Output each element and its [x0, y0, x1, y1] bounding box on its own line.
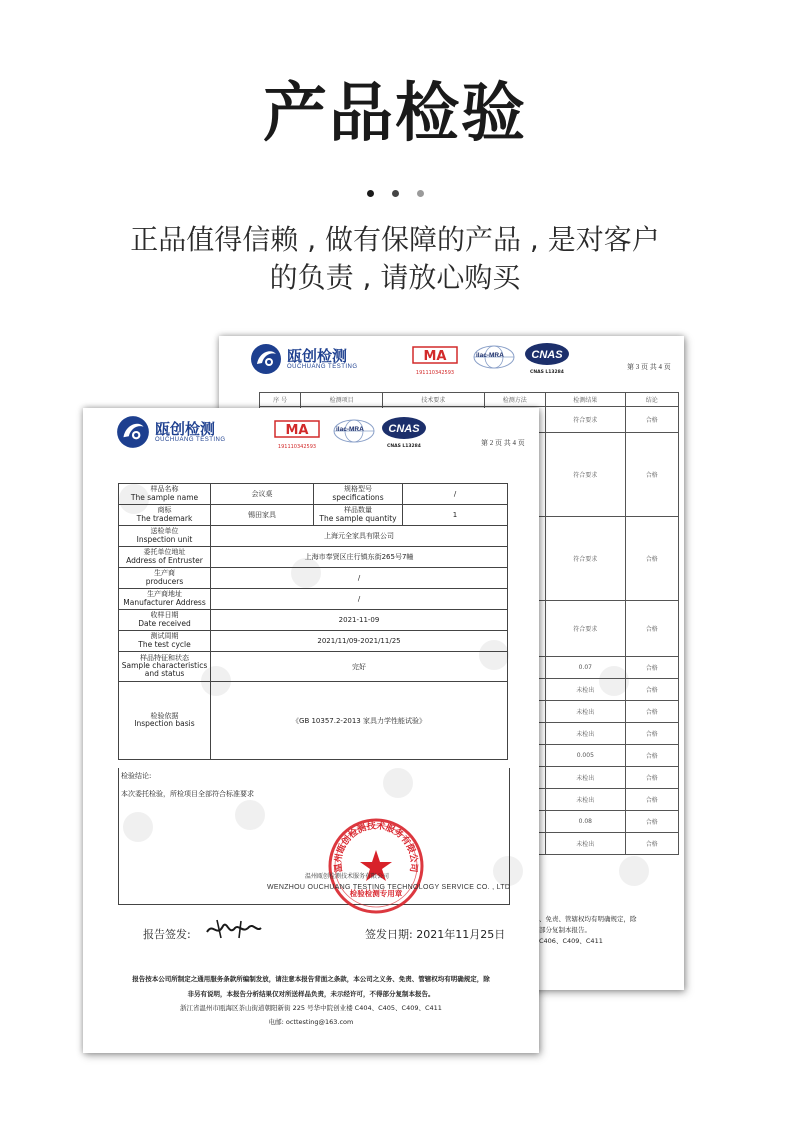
- footer-line-2: 非另有说明，本报告分析结果仅对所送样品负责，未示经许可，不得部分复制本报告。: [187, 990, 435, 998]
- result-cell: 0.08: [546, 811, 626, 833]
- cnas-badge: [381, 416, 427, 449]
- conclusion-text: 本次委托检验，所检项目全部符合标准要求: [121, 790, 254, 798]
- subtitle-line-1: 正品值得信赖 , 做有保障的产品 , 是对客户: [130, 223, 660, 256]
- table-header-row: [260, 393, 679, 407]
- characteristics-label: 样品特征和状态 Sample characteristics and status: [119, 652, 211, 682]
- table-row: [119, 547, 508, 568]
- result-cell: 符合要求: [546, 601, 626, 657]
- result-cell: 未检出: [546, 767, 626, 789]
- entruster-address-label: 委托单位地址 Address of Entruster: [119, 547, 211, 568]
- stamp-subtext: 检验检测专用章: [349, 889, 403, 898]
- quantity-value: 1: [403, 505, 508, 526]
- footer-line-4: 电邮: octtesting@163.com: [268, 1018, 354, 1026]
- entruster-address-value: 上海市奉贤区庄行镇东街265号7幢: [211, 547, 508, 568]
- table-row: [119, 682, 508, 760]
- header-cell: 序 号: [260, 393, 301, 407]
- ouchuang-logo-icon: [249, 342, 283, 376]
- conclusion-cell: 合格: [625, 767, 678, 789]
- back-footer-line-3: C406、C409、C411: [539, 937, 603, 945]
- logo-name-cn: 瓯创检测: [287, 346, 348, 365]
- logo-name-en: OUCHUANG TESTING: [155, 436, 226, 443]
- dot-1: [367, 190, 374, 197]
- table-row: [119, 631, 508, 652]
- footer-line-1: 报告按本公司所制定之通用服务条款所编制发放，请注意本报告背面之条款，本公司之义务、免责、管辖权均有明确规定，除: [132, 975, 490, 983]
- header-cell: 结论: [625, 393, 678, 407]
- handwritten-signature-icon: [203, 916, 265, 942]
- result-cell: 符合要求: [546, 407, 626, 433]
- signature-label: 报告签发:: [143, 928, 191, 941]
- producers-value: /: [211, 568, 508, 589]
- company-name-en: WENZHOU OUCHUANG TESTING TECHNOLOGY SERVICE CO. , LTD: [267, 884, 511, 891]
- conclusion-cell: 合格: [625, 811, 678, 833]
- inspection-basis-value: 《GB 10357.2-2013 家具力学性能试验》: [211, 682, 508, 760]
- header-cell: 检测项目: [301, 393, 383, 407]
- conclusion-cell: 合格: [625, 679, 678, 701]
- inspection-basis-label: 检验依据 Inspection basis: [119, 682, 211, 760]
- company-logo: [115, 414, 226, 450]
- ilac-label: ilac-MRA: [476, 352, 504, 359]
- cnas-number: CNAS L13284: [530, 370, 564, 375]
- ilac-mra-badge: [472, 344, 516, 374]
- back-footer-line-2: 部分复制本报告。: [539, 926, 591, 934]
- table-row: [119, 568, 508, 589]
- logo-name-cn: 瓯创检测: [155, 419, 216, 438]
- quantity-label: 样品数量 The sample quantity: [314, 505, 403, 526]
- test-cycle-label: 测试周期 The test cycle: [119, 631, 211, 652]
- ma-code: 191110342593: [415, 370, 455, 376]
- result-cell: 符合要求: [546, 517, 626, 601]
- footer-line-3: 浙江省温州市瓯海区茶山街道朝阳新街 225 号华中院创业楼 C404、C405、C409、C411: [180, 1004, 442, 1012]
- trademark-label: 商标 The trademark: [119, 505, 211, 526]
- page-number: 第 3 页 共 4 页: [627, 363, 671, 371]
- table-row: [119, 610, 508, 631]
- conclusion-title: 检验结论:: [121, 772, 152, 780]
- cnas-emblem-icon: [524, 342, 570, 368]
- table-row: [119, 589, 508, 610]
- logo-name-en: OUCHUANG TESTING: [287, 363, 358, 370]
- ilac-label: ilac-MRA: [336, 426, 364, 433]
- back-footer-line-1: 、免责、管辖权均有明确规定，除: [539, 915, 637, 923]
- conclusion-cell: 合格: [625, 723, 678, 745]
- manufacturer-address-label: 生产商地址 Manufacturer Address: [119, 589, 211, 610]
- test-cycle-value: 2021/11/09-2021/11/25: [211, 631, 508, 652]
- conclusion-cell: 合格: [625, 407, 678, 433]
- header-cell: 技术要求: [382, 393, 484, 407]
- cnas-number: CNAS L13284: [387, 444, 421, 449]
- result-cell: 未检出: [546, 723, 626, 745]
- header-cell: 检测结果: [546, 393, 626, 407]
- header-cell: 检测方法: [484, 393, 545, 407]
- ilac-mra-badge: [332, 418, 376, 448]
- table-row: [119, 505, 508, 526]
- conclusion-cell: 合格: [625, 701, 678, 723]
- specifications-value: /: [403, 484, 508, 505]
- result-cell: 未检出: [546, 833, 626, 855]
- ma-badge: [273, 420, 321, 450]
- characteristics-value: 完好: [211, 652, 508, 682]
- watermark-icon: [619, 856, 649, 886]
- company-logo: [249, 342, 358, 376]
- result-cell: 未检出: [546, 679, 626, 701]
- ouchuang-logo-icon: [115, 414, 151, 450]
- cnas-badge: [524, 342, 570, 375]
- signature-date: 签发日期: 2021年11月25日: [365, 928, 506, 941]
- sample-name-value: 会议桌: [211, 484, 314, 505]
- cnas-emblem-icon: [381, 416, 427, 442]
- producers-label: 生产商 producers: [119, 568, 211, 589]
- svg-text:CNAS: CNAS: [388, 423, 420, 435]
- svg-text:MA: MA: [285, 423, 309, 438]
- stamp-text: 温州瓯创检测技术服务有限公司: [333, 821, 419, 873]
- result-cell: 0.005: [546, 745, 626, 767]
- ma-certification-icon: [411, 346, 459, 372]
- page-number: 第 2 页 共 4 页: [481, 439, 525, 447]
- table-row: [119, 652, 508, 682]
- conclusion-cell: 合格: [625, 657, 678, 679]
- inspection-unit-label: 送检单位 Inspection unit: [119, 526, 211, 547]
- conclusion-cell: 合格: [625, 601, 678, 657]
- report-page-2: [83, 408, 539, 1053]
- conclusion-cell: 合格: [625, 833, 678, 855]
- official-stamp-icon: [326, 816, 426, 916]
- conclusion-cell: 合格: [625, 433, 678, 517]
- result-cell: 未检出: [546, 701, 626, 723]
- date-received-label: 收样日期 Date received: [119, 610, 211, 631]
- dot-2: [392, 190, 399, 197]
- sample-name-label: 样品名称 The sample name: [119, 484, 211, 505]
- result-cell: 符合要求: [546, 433, 626, 517]
- subtitle-line-2: 的负责 , 请放心购买: [269, 261, 521, 294]
- svg-text:MA: MA: [423, 349, 447, 364]
- result-cell: 未检出: [546, 789, 626, 811]
- table-row: [119, 526, 508, 547]
- date-received-value: 2021-11-09: [211, 610, 508, 631]
- trademark-value: 锡田家具: [211, 505, 314, 526]
- conclusion-cell: 合格: [625, 745, 678, 767]
- sample-info-table: [118, 483, 508, 760]
- result-cell: 0.07: [546, 657, 626, 679]
- conclusion-cell: 合格: [625, 517, 678, 601]
- company-name-cn: 温州瓯创检测技术服务有限公司: [305, 873, 390, 880]
- inspection-unit-value: 上海元全家具有限公司: [211, 526, 508, 547]
- ma-certification-icon: [273, 420, 321, 446]
- ma-code: 191110342593: [277, 444, 317, 450]
- specifications-label: 规格型号 specifications: [314, 484, 403, 505]
- table-row: [119, 484, 508, 505]
- conclusion-cell: 合格: [625, 789, 678, 811]
- svg-text:CNAS: CNAS: [531, 349, 563, 361]
- page-title: 产品检验: [263, 77, 527, 151]
- pagination-dots: [0, 182, 790, 201]
- ma-badge: [411, 346, 459, 376]
- dot-3: [417, 190, 424, 197]
- manufacturer-address-value: /: [211, 589, 508, 610]
